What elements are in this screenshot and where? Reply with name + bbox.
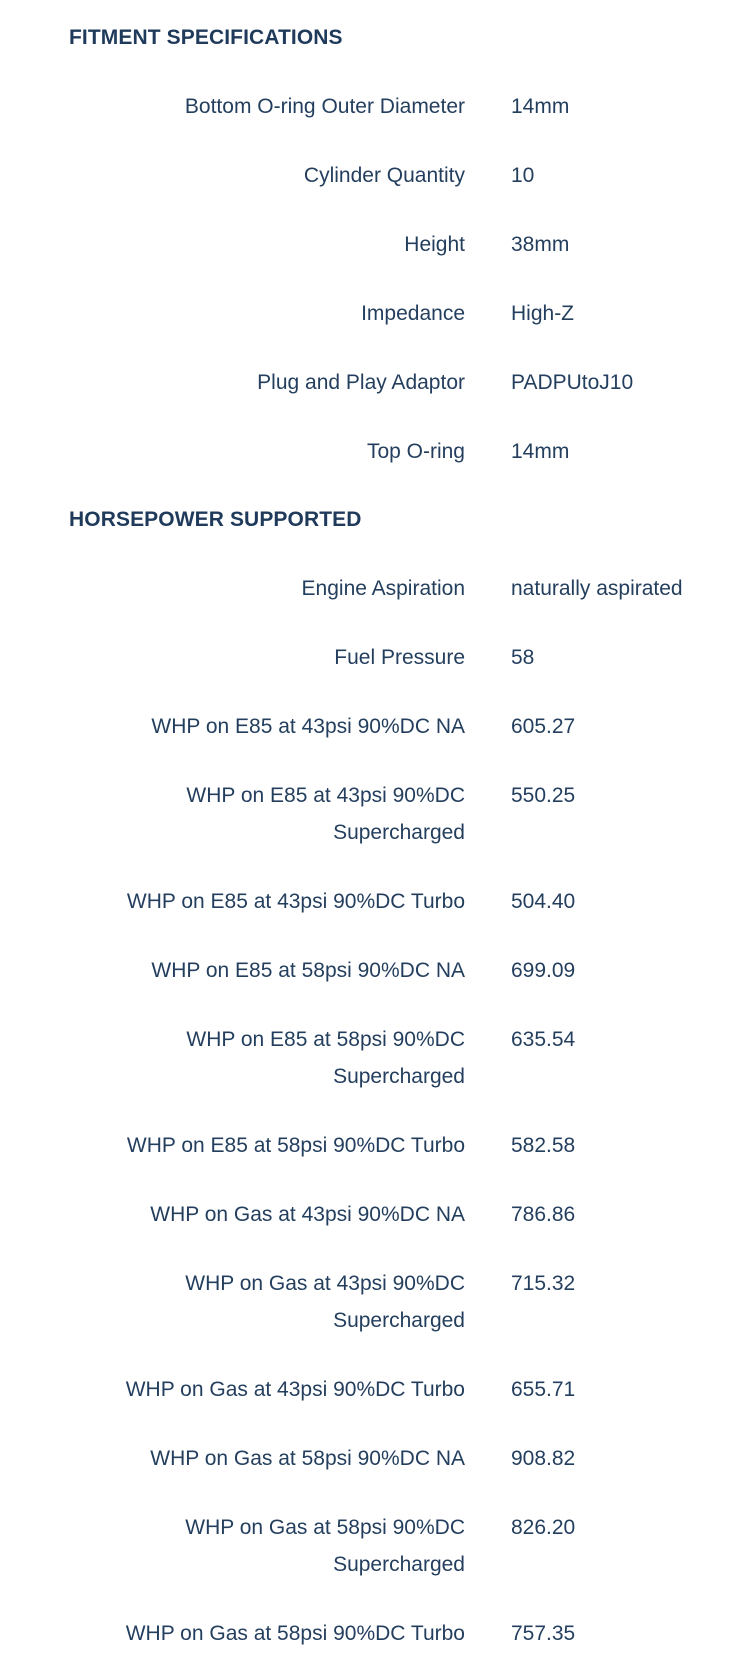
spec-label: WHP on Gas at 58psi 90%DC Turbo bbox=[125, 1622, 465, 1645]
spec-value: 655.71 bbox=[511, 1378, 576, 1401]
spec-value: 715.32 bbox=[511, 1272, 576, 1295]
spec-label: WHP on Gas at 58psi 90%DC Supercharged bbox=[185, 1516, 465, 1576]
fitment-section-title: FITMENT SPECIFICATIONS bbox=[69, 26, 343, 49]
horsepower-section-title: HORSEPOWER SUPPORTED bbox=[69, 508, 362, 531]
spec-row bbox=[0, 295, 756, 332]
spec-value: 699.09 bbox=[511, 959, 576, 982]
spec-label: WHP on E85 at 58psi 90%DC Supercharged bbox=[186, 1028, 465, 1088]
spec-row bbox=[0, 1371, 756, 1408]
spec-row bbox=[0, 1440, 756, 1477]
spec-row bbox=[0, 639, 756, 676]
spec-label: Plug and Play Adaptor bbox=[257, 371, 465, 394]
spec-value: PADPUtoJ10 bbox=[511, 371, 634, 394]
spec-label: WHP on E85 at 43psi 90%DC NA bbox=[151, 715, 465, 738]
spec-label: Top O-ring bbox=[366, 440, 465, 463]
spec-value: 582.58 bbox=[511, 1134, 576, 1157]
spec-value: 757.35 bbox=[511, 1622, 576, 1645]
spec-row bbox=[0, 226, 756, 263]
spec-label: Impedance bbox=[361, 302, 465, 325]
spec-row bbox=[0, 364, 756, 401]
spec-row bbox=[0, 1196, 756, 1233]
spec-label: WHP on Gas at 58psi 90%DC NA bbox=[150, 1447, 465, 1470]
spec-value: 908.82 bbox=[511, 1447, 576, 1470]
spec-label: WHP on E85 at 43psi 90%DC Turbo bbox=[126, 890, 465, 913]
spec-label: Cylinder Quantity bbox=[303, 164, 465, 187]
spec-label: Fuel Pressure bbox=[334, 646, 465, 669]
spec-row bbox=[0, 1265, 756, 1339]
spec-value: 550.25 bbox=[511, 784, 576, 807]
spec-label: WHP on E85 at 43psi 90%DC Supercharged bbox=[186, 784, 465, 844]
spec-row bbox=[0, 777, 756, 851]
spec-row bbox=[0, 708, 756, 745]
spec-row bbox=[0, 952, 756, 989]
spec-value: 826.20 bbox=[511, 1516, 576, 1539]
spec-value: 635.54 bbox=[511, 1028, 576, 1051]
spec-label: Bottom O-ring Outer Diameter bbox=[184, 95, 465, 118]
spec-value: naturally aspirated bbox=[511, 577, 683, 600]
spec-row bbox=[0, 157, 756, 194]
spec-row bbox=[0, 1615, 756, 1652]
spec-row bbox=[0, 88, 756, 125]
spec-label: WHP on E85 at 58psi 90%DC Turbo bbox=[126, 1134, 465, 1157]
spec-label: Engine Aspiration bbox=[301, 577, 465, 600]
spec-value: 605.27 bbox=[511, 715, 576, 738]
spec-value: High-Z bbox=[511, 302, 575, 325]
spec-value: 58 bbox=[511, 646, 535, 669]
spec-value: 10 bbox=[511, 164, 535, 187]
spec-label: Height bbox=[404, 233, 465, 256]
spec-value: 38mm bbox=[511, 233, 570, 256]
spec-row bbox=[0, 1021, 756, 1095]
spec-value: 786.86 bbox=[511, 1203, 576, 1226]
spec-value: 14mm bbox=[511, 440, 570, 463]
spec-label: WHP on E85 at 58psi 90%DC NA bbox=[151, 959, 465, 982]
spec-row bbox=[0, 1509, 756, 1583]
spec-value: 504.40 bbox=[511, 890, 576, 913]
spec-value: 14mm bbox=[511, 95, 570, 118]
spec-row bbox=[0, 570, 756, 607]
spec-label: WHP on Gas at 43psi 90%DC Turbo bbox=[125, 1378, 465, 1401]
spec-label: WHP on Gas at 43psi 90%DC Supercharged bbox=[185, 1272, 465, 1332]
spec-label: WHP on Gas at 43psi 90%DC NA bbox=[150, 1203, 465, 1226]
spec-row bbox=[0, 433, 756, 470]
spec-row bbox=[0, 1127, 756, 1164]
spec-row bbox=[0, 883, 756, 920]
